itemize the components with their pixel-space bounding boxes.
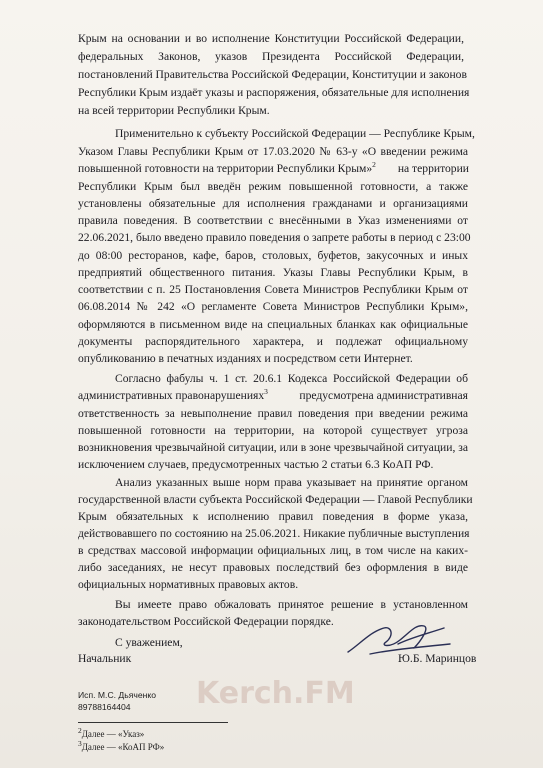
text-fragment: на территории xyxy=(397,162,469,175)
footnote-text: Далее — «Указ» xyxy=(81,729,145,739)
text-line: Применительно к субъекту Российской Федерации — Республике Крым, xyxy=(115,127,475,140)
text-line: государственной власти субъекта Российской Федерации — Главой Республики xyxy=(78,493,473,506)
text-line: федеральных Законов, указов Президента Российской Федерации, xyxy=(78,50,464,63)
executor-phone: 89788164404 xyxy=(78,702,131,712)
text-line: возникновения чрезвычайной ситуации, или в зоне чрезвычайной ситуации, за xyxy=(78,441,468,454)
text-line: установлены обязательные для исполнения гражданами и организациями xyxy=(78,197,468,210)
text-line: оформляются в письменном виде на специальных бланках как официальные xyxy=(78,318,468,331)
text-fragment: повышенной готовности на территории Республики Крым» xyxy=(78,162,373,175)
footnote-number: 2 xyxy=(78,726,82,735)
footnote-text: Далее — «КоАП РФ» xyxy=(81,742,165,752)
text-line: документы распорядительного характера, и подлежат официальному xyxy=(78,335,468,348)
text-line: опубликованию в печатных изданиях и посредством сети Интернет. xyxy=(78,352,413,365)
watermark: Kerch.FM xyxy=(196,676,355,711)
text-line: Согласно фабулы ч. 1 ст. 20.6.1 Кодекса Российской Федерации об xyxy=(115,372,468,385)
signer-position: Начальник xyxy=(78,652,132,665)
text-line: 06.08.2014 № 242 «О регламенте Совета Министров Республики Крым», xyxy=(78,300,468,313)
signer-name: Ю.Б. Маринцов xyxy=(398,652,477,665)
text-line: либо заседаниях, не несут правовых последствий без оформления в виде xyxy=(78,561,468,574)
text-line: постановлений Правительства Российской Федерации, Конституции и законов xyxy=(78,68,467,81)
text-line xyxy=(78,389,468,402)
footnote-number: 3 xyxy=(78,739,82,748)
text-line: исключением случаев, предусмотренных частью 2 статьи 6.3 КоАП РФ. xyxy=(78,458,434,471)
text-line: Крым обязательных к исполнению правил поведения в форме указа, xyxy=(78,510,468,523)
closing-regards: С уважением, xyxy=(115,636,183,649)
text-line: Крым на основании и во исполнение Конституции Российской Федерации, xyxy=(78,32,464,45)
text-line: до 08:00 ресторанов, кафе, баров, столовых, буфетов, закусочных и иных xyxy=(78,249,468,262)
text-line: Анализ указанных выше норм права указывает на принятие органом xyxy=(115,476,468,489)
text-line: официальных нормативных правовых актов. xyxy=(78,578,299,591)
text-line: действовавшего по состоянию на 25.06.2021. Никакие публичные выступления xyxy=(78,527,470,540)
text-line: повышенной готовности на территории, на которой существует угроза xyxy=(78,424,468,437)
text-line xyxy=(78,162,469,175)
text-fragment: административных правонарушениях xyxy=(78,389,265,402)
footnote-ref: 3 xyxy=(264,387,268,397)
text-line: правила поведения. В соответствии с внесёнными в Указ изменениями от xyxy=(78,214,468,227)
text-line: предприятий общественного питания. Указы Главы Республики Крым, в xyxy=(78,266,468,279)
footnote-ref: 2 xyxy=(372,160,376,170)
text-fragment: предусмотрена административная xyxy=(299,389,468,402)
text-line: соответствии с п. 25 Постановления Совета Министров Республики Крым от xyxy=(78,283,468,296)
text-line: законодательством Российской Федерации порядке. xyxy=(78,615,334,628)
text-line: Указом Главы Республики Крым от 17.03.2020 № 63-у «О введении режима xyxy=(78,145,468,158)
executor-name: Исп. М.С. Дьяченко xyxy=(78,690,157,700)
text-line: 22.06.2021, было введено правило поведения о запрете работы в период с 23:00 xyxy=(78,231,471,244)
text-line: в средствах массовой информации официальных лиц, в том числе на каких- xyxy=(78,544,468,557)
text-line: Вы имеете право обжаловать принятое решение в установленном xyxy=(115,598,468,611)
text-line: ответственность за невыполнение правил поведения при введении режима xyxy=(78,407,468,420)
text-line: Республики Крым издаёт указы и распоряжения, обязательные для исполнения xyxy=(78,86,470,99)
text-line: на всей территории Республики Крым. xyxy=(78,104,270,117)
text-line: Республики Крым был введён режим повышенной готовности, а также xyxy=(78,180,468,193)
